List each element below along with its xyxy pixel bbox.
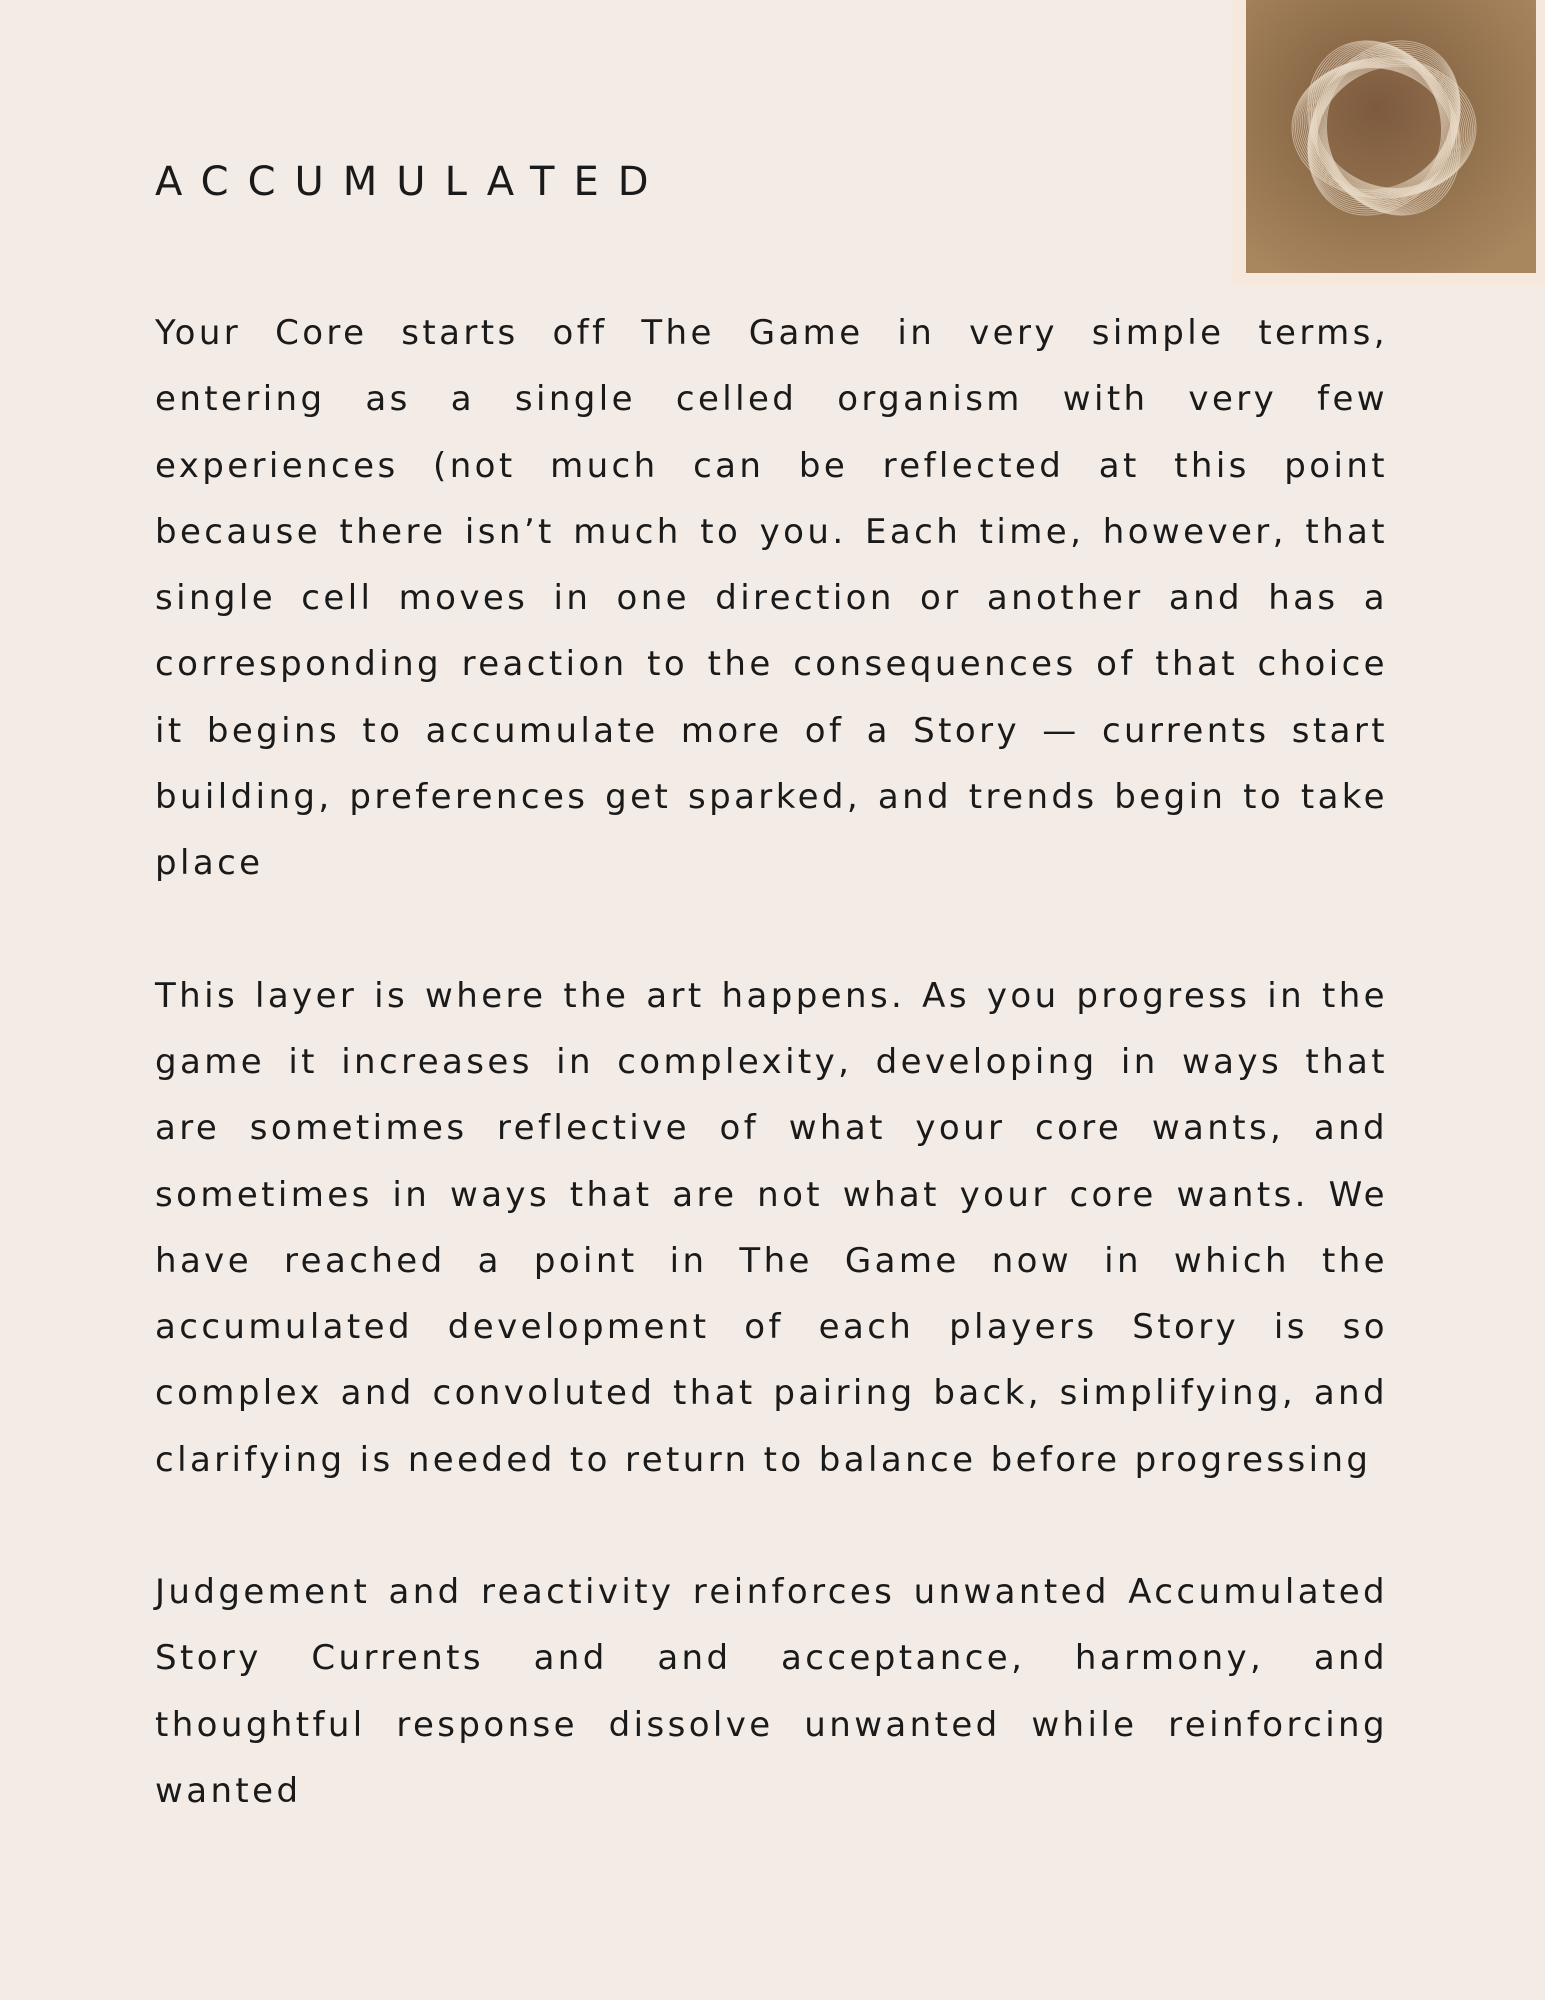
paragraph-1: Your Core starts off The Game in very simple terms, entering as a single celled organism with very few experiences (not much can be reflected at this point because there isn’t much to you. Each time, however, that single cell moves in one direction or another and has a corresponding reaction to the consequences of that choice it begins to accumulate more of a Story — currents start building, preferences get sparked, and trends begin to take place	[155, 313, 1388, 884]
page-title: ACCUMULATED	[155, 159, 668, 205]
body-text	[155, 300, 1388, 1890]
paragraph-2: This layer is where the art happens. As you progress in the game it increases in complexity, developing in ways that are sometimes reflective of what your core wants, and sometimes in ways that are not what your core wants. We have reached a point in The Game now in which the accumulated development of each players Story is so complex and convoluted that pairing back, simplifying, and clarifying is needed to return to balance before progressing	[155, 975, 1388, 1480]
spirograph-artwork	[1232, 0, 1545, 285]
paragraph-3: Judgement and reactivity reinforces unwanted Accumulated Story Currents and and acceptance, harmony, and thoughtful response dissolve unwanted while reinforcing wanted	[155, 1572, 1388, 1811]
spirograph-ring-icon	[1246, 0, 1536, 273]
